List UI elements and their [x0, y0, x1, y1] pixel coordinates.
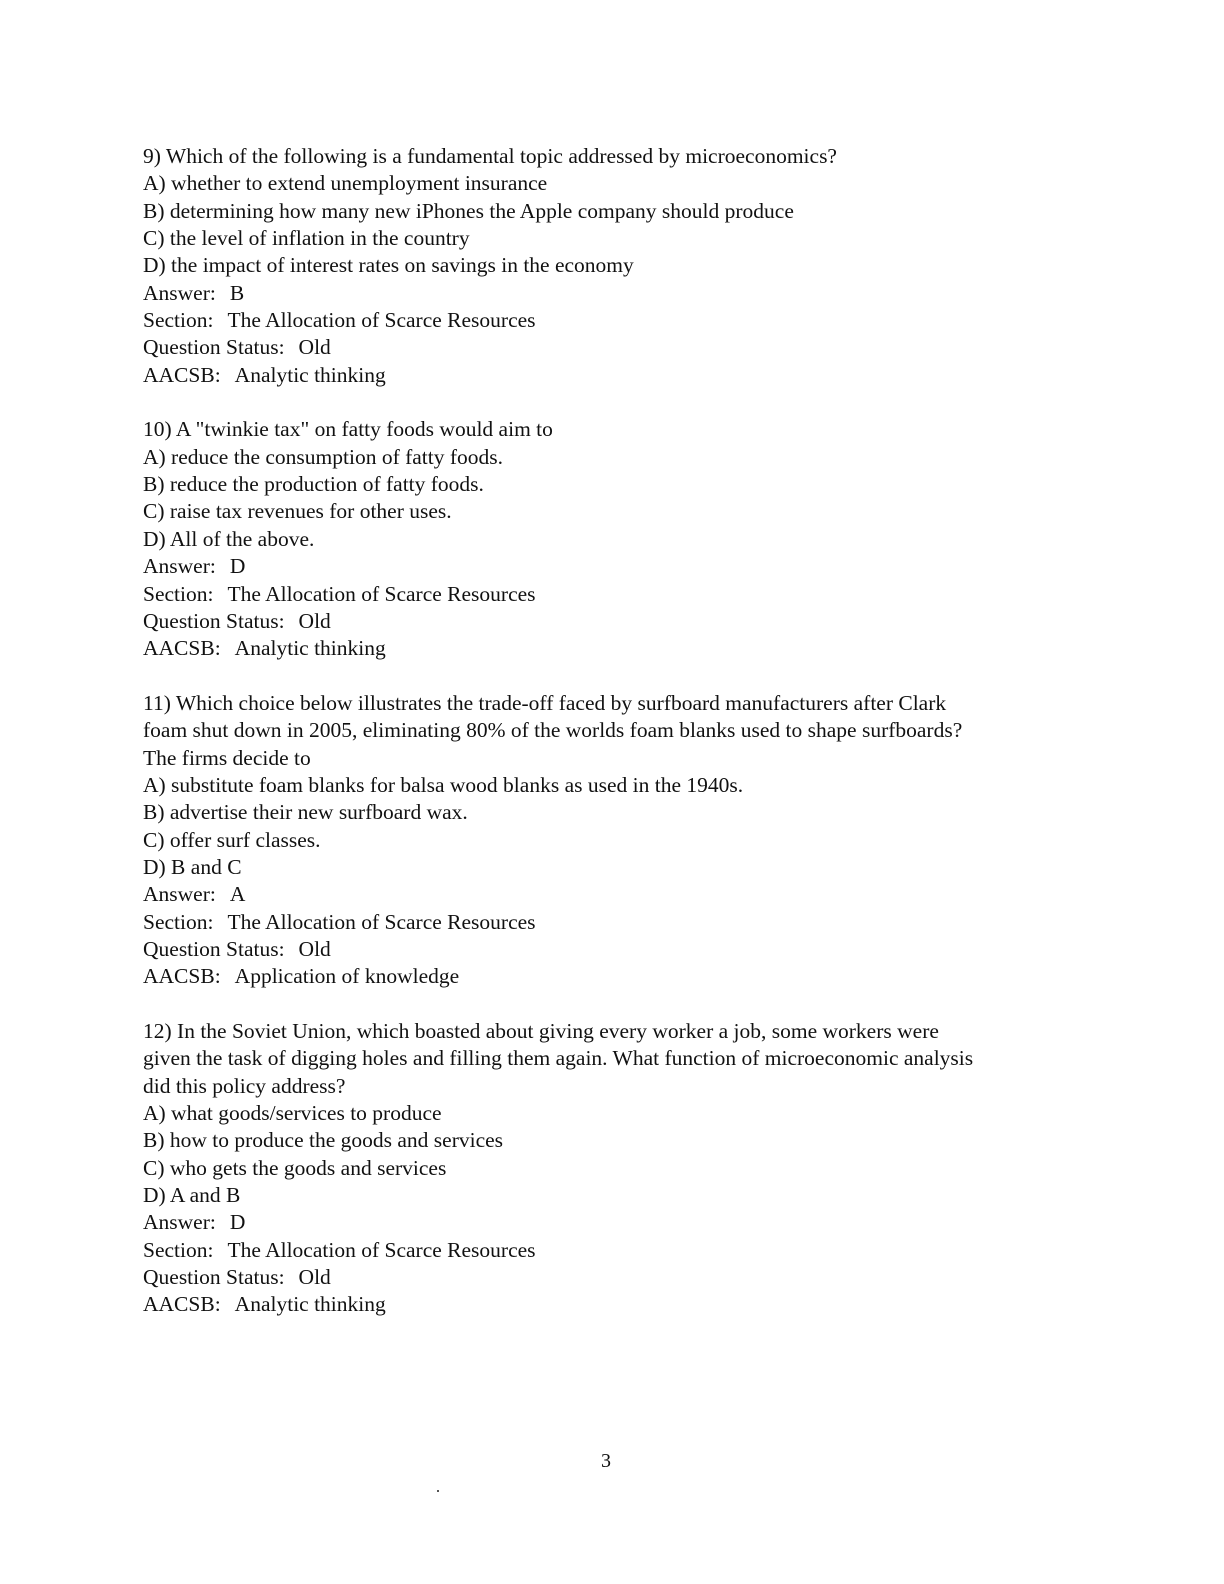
section-value: The Allocation of Scarce Resources — [227, 581, 536, 606]
answer-label: Answer: — [143, 882, 216, 907]
option-b: B) reduce the production of fatty foods. — [143, 472, 484, 497]
section-line — [143, 581, 1073, 608]
option-a: A) whether to extend unemployment insurance — [143, 171, 548, 196]
question-stem-line: foam shut down in 2005, eliminating 80% of the worlds foam blanks used to shape surfboards? — [143, 718, 963, 743]
status-label: Question Status: — [143, 936, 285, 961]
aacsb-label: AACSB: — [143, 362, 221, 387]
status-label: Question Status: — [143, 608, 285, 633]
aacsb-line — [143, 635, 1073, 662]
aacsb-value: Analytic thinking — [234, 1292, 386, 1317]
option-b: B) advertise their new surfboard wax. — [143, 800, 468, 825]
aacsb-line — [143, 963, 1073, 990]
answer-label: Answer: — [143, 554, 216, 579]
option-c: C) the level of inflation in the country — [143, 226, 470, 251]
stray-mark — [437, 1490, 439, 1492]
question-9 — [143, 143, 1073, 389]
status-value: Old — [298, 335, 331, 360]
option-d: D) B and C — [143, 854, 242, 879]
status-value: Old — [298, 1265, 331, 1290]
answer-value: B — [229, 280, 245, 305]
status-line — [143, 936, 1073, 963]
question-stem — [143, 143, 1073, 170]
aacsb-line — [143, 362, 1073, 389]
aacsb-value: Application of knowledge — [234, 964, 460, 989]
question-stem-line: given the task of digging holes and filling them again. What function of microeconomic analysis — [143, 1046, 974, 1071]
option-a: A) substitute foam blanks for balsa wood blanks as used in the 1940s. — [143, 772, 744, 797]
status-line — [143, 334, 1073, 361]
question-stem — [143, 416, 1073, 443]
question-stem-line: 12) In the Soviet Union, which boasted about giving every worker a job, some workers were — [143, 1019, 939, 1043]
option-b: B) how to produce the goods and services — [143, 1128, 504, 1153]
question-11 — [143, 690, 1073, 991]
answer-label: Answer: — [143, 1210, 216, 1235]
option-a: A) what goods/services to produce — [143, 1101, 442, 1126]
section-label: Section: — [143, 1237, 214, 1262]
answer-value: D — [229, 1210, 246, 1235]
option-d: D) All of the above. — [143, 526, 315, 551]
section-value: The Allocation of Scarce Resources — [227, 308, 536, 333]
question-stem — [143, 1018, 1073, 1100]
answer-line — [143, 1209, 1073, 1236]
question-stem-line: 9) Which of the following is a fundamental topic addressed by microeconomics? — [143, 144, 837, 168]
aacsb-line — [143, 1291, 1073, 1318]
status-value: Old — [298, 608, 331, 633]
option-c: C) raise tax revenues for other uses. — [143, 499, 452, 524]
question-stem-line: 10) A "twinkie tax" on fatty foods would aim to — [143, 417, 553, 442]
option-c: C) offer surf classes. — [143, 827, 321, 852]
question-stem-line: did this policy address? — [143, 1073, 346, 1098]
section-line — [143, 1237, 1073, 1264]
aacsb-value: Analytic thinking — [234, 362, 386, 387]
status-value: Old — [298, 936, 331, 961]
section-line — [143, 909, 1073, 936]
status-label: Question Status: — [143, 335, 285, 360]
answer-label: Answer: — [143, 280, 216, 305]
answer-line — [143, 881, 1073, 908]
aacsb-label: AACSB: — [143, 636, 221, 661]
status-line — [143, 608, 1073, 635]
question-stem-line: 11) Which choice below illustrates the trade-off faced by surfboard manufacturers after Clark — [143, 690, 947, 715]
option-d: D) A and B — [143, 1183, 241, 1208]
question-12 — [143, 1018, 1073, 1319]
section-label: Section: — [143, 581, 214, 606]
question-list — [143, 143, 1073, 1346]
section-line — [143, 307, 1073, 334]
section-value: The Allocation of Scarce Resources — [227, 909, 536, 934]
section-label: Section: — [143, 308, 214, 333]
answer-value: A — [229, 882, 246, 907]
option-c: C) who gets the goods and services — [143, 1155, 447, 1180]
option-a: A) reduce the consumption of fatty foods. — [143, 444, 504, 469]
answer-value: D — [229, 554, 246, 579]
status-label: Question Status: — [143, 1265, 285, 1290]
question-stem — [143, 690, 1073, 772]
question-stem-line: The firms decide to — [143, 745, 311, 770]
aacsb-label: AACSB: — [143, 1292, 221, 1317]
page-number: 3 — [601, 1450, 611, 1472]
answer-line — [143, 280, 1073, 307]
aacsb-label: AACSB: — [143, 964, 221, 989]
option-d: D) the impact of interest rates on savings in the economy — [143, 253, 634, 278]
section-value: The Allocation of Scarce Resources — [227, 1237, 536, 1262]
section-label: Section: — [143, 909, 214, 934]
status-line — [143, 1264, 1073, 1291]
answer-line — [143, 553, 1073, 580]
aacsb-value: Analytic thinking — [234, 636, 386, 661]
option-b: B) determining how many new iPhones the Apple company should produce — [143, 198, 794, 223]
question-10 — [143, 416, 1073, 662]
